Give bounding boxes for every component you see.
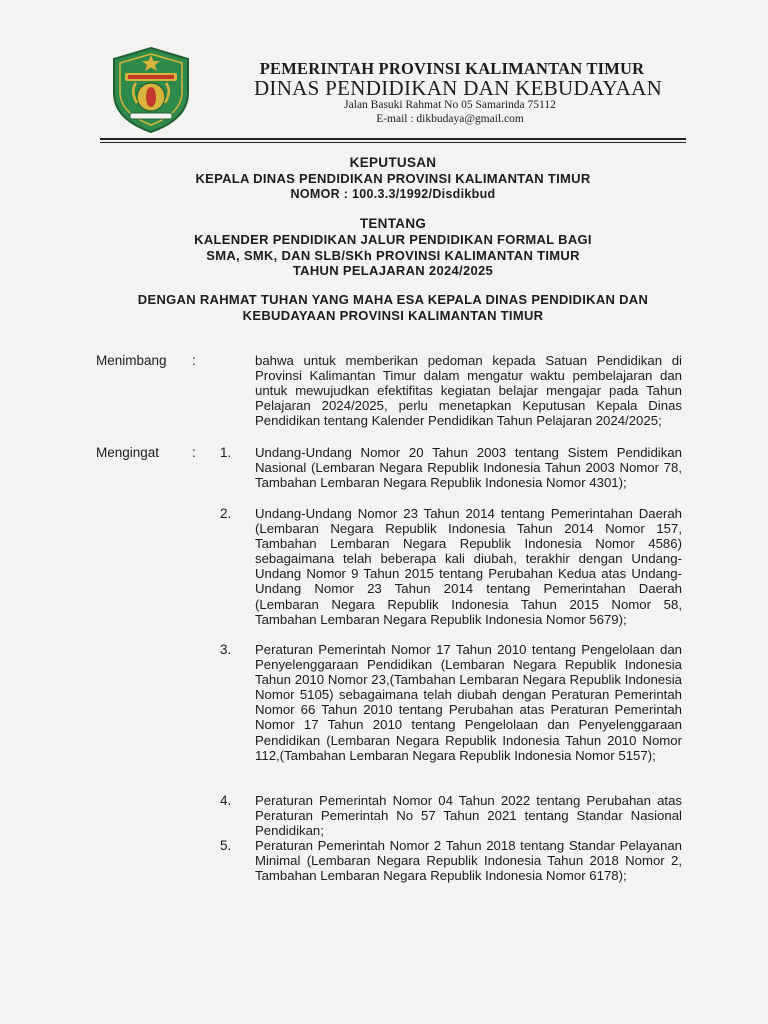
preamble-line-2: KEBUDAYAAN PROVINSI KALIMANTAN TIMUR xyxy=(242,308,544,323)
mengingat-item-number: 2. xyxy=(220,506,232,521)
mengingat-item-text: Undang-Undang Nomor 23 Tahun 2014 tentang Pemerintahan Daerah (Lembaran Negara Republik Indonesia Tahun 2014 Nomor 157, Tambahan Lembaran Negara Republik Indonesia Nomor 4586) sebagaimana telah beberapa kali diubah, terakhir dengan Undang-Undang Nomor 9 Tahun 2015 tentang Perubahan Kedua atas Undang-Undang Nomor 23 Tahun 2014 tentang Pemerintahan Daerah (Lembaran Negara Republik Indonesia Tahun 2015 Nomor 58, Tambahan Lembaran Negara Republik Indonesia Nomor 5679); xyxy=(255,506,682,627)
mengingat-label: Mengingat xyxy=(96,445,160,460)
letterhead-address: Jalan Basuki Rahmat No 05 Samarinda 75112 xyxy=(344,99,556,111)
mengingat-item-number: 1. xyxy=(220,445,232,460)
decree-issuer: KEPALA DINAS PENDIDIKAN PROVINSI KALIMANTAN TIMUR xyxy=(195,171,591,186)
letterhead-divider-thick xyxy=(100,138,686,140)
subject-line-2: SMA, SMK, DAN SLB/SKh PROVINSI KALIMANTAN TIMUR xyxy=(206,248,580,263)
mengingat-item-text: Peraturan Pemerintah Nomor 17 Tahun 2010 tentang Pengelolaan dan Penyelenggaraan Pendidikan (Lembaran Negara Republik Indonesia Tahun 2010 Nomor 23,(Tambahan Lembaran Negara Republik Indonesia Nomor 5105) sebagaimana telah diubah dengan Peraturan Pemerintah Nomor 66 Tahun 2010 tentang Perubahan atas Peraturan Pemerintah Nomor 17 Tahun 2010 tentang Pengelolaan dan Penyelenggaraan Pendidikan (Lembaran Negara Republik Indonesia Tahun 2010 Nomor 112,(Tambahan Lembaran Negara Republik Indonesia Nomor 5157); xyxy=(255,642,682,763)
letterhead-divider-thin xyxy=(100,142,686,143)
mengingat-item-number: 5. xyxy=(220,838,232,853)
mengingat-item-text: Undang-Undang Nomor 20 Tahun 2003 tentang Sistem Pendidikan Nasional (Lembaran Negara Republik Indonesia Tahun 2003 Nomor 78, Tambahan Lembaran Negara Republik Indonesia Nomor 4301); xyxy=(255,445,682,491)
mengingat-item-text: Peraturan Pemerintah Nomor 2 Tahun 2018 tentang Standar Pelayanan Minimal (Lembaran Negara Republik Indonesia Tahun 2018 Nomor 2, Tambahan Lembaran Negara Republik Indonesia Nomor 6178); xyxy=(255,838,682,884)
subject-line-1: KALENDER PENDIDIKAN JALUR PENDIDIKAN FORMAL BAGI xyxy=(194,232,592,247)
letterhead-government: PEMERINTAH PROVINSI KALIMANTAN TIMUR xyxy=(259,59,645,78)
subject-label: TENTANG xyxy=(359,216,427,231)
mengingat-item-text: Peraturan Pemerintah Nomor 04 Tahun 2022 tentang Perubahan atas Peraturan Pemerintah No 57 Tahun 2021 tentang Standar Nasional Pendidikan; xyxy=(255,793,682,839)
mengingat-item-number: 3. xyxy=(220,642,232,657)
menimbang-colon: : xyxy=(192,353,196,368)
decree-number: NOMOR : 100.3.3/1992/Disdikbud xyxy=(290,187,496,201)
decree-title: KEPUTUSAN xyxy=(349,155,437,170)
subject-line-3: TAHUN PELAJARAN 2024/2025 xyxy=(292,263,494,278)
mengingat-colon: : xyxy=(192,445,196,460)
letterhead-email: E-mail : dikbudaya@gmail.com xyxy=(376,113,524,125)
menimbang-text: bahwa untuk memberikan pedoman kepada Satuan Pendidikan di Provinsi Kalimantan Timur dalam mengatur waktu pembelajaran dan untuk mewujudkan efektifitas kegiatan belajar mengajar pada Tahun Pelajaran 2024/2025, perlu menetapkan Keputusan Kepala Dinas Pendidikan tentang Kalender Pendidikan Tahun Pelajaran 2024/2025; xyxy=(255,353,682,429)
letterhead-agency: DINAS PENDIDIKAN DAN KEBUDAYAAN xyxy=(253,76,663,100)
preamble-line-1: DENGAN RAHMAT TUHAN YANG MAHA ESA KEPALA DINAS PENDIDIKAN DAN xyxy=(137,292,649,307)
menimbang-label: Menimbang xyxy=(96,353,167,368)
mengingat-item-number: 4. xyxy=(220,793,232,808)
